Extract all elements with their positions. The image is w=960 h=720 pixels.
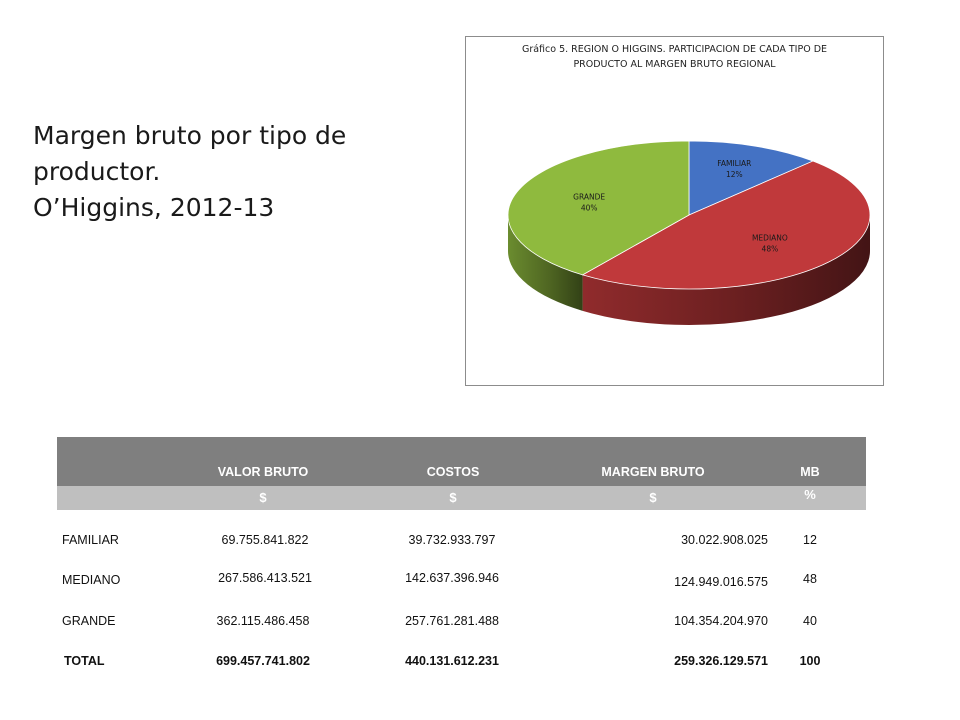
unit-margen-bruto: $ <box>649 490 657 505</box>
table-unit-band <box>57 486 866 510</box>
pie-label-familiar: FAMILIAR <box>717 159 752 169</box>
header-valor-bruto: VALOR BRUTO <box>217 465 309 479</box>
pie-label-mediano: MEDIANO <box>751 233 788 243</box>
cell-valor-grande: 362.115.486.458 <box>216 614 310 628</box>
chart-title-line: Gráfico 5. REGION O HIGGINS. PARTICIPACION DE CADA TIPO DE <box>521 44 828 55</box>
header-costos: COSTOS <box>426 465 480 479</box>
cell-valor-mediano: 267.586.413.521 <box>218 571 312 585</box>
row-label-familiar: FAMILIAR <box>62 533 119 547</box>
header-margen-bruto: MARGEN BRUTO <box>601 465 705 479</box>
cell-valor-total: 699.457.741.802 <box>216 654 310 668</box>
cell-margen-grande: 104.354.204.970 <box>674 614 768 628</box>
unit-mb: % <box>804 487 816 502</box>
cell-costos-mediano: 142.637.396.946 <box>405 571 499 585</box>
slide-title-line: O’Higgins, 2012-13 <box>33 193 275 222</box>
pie-value-mediano: 48% <box>761 244 779 254</box>
cell-mb-mediano: 48 <box>803 572 817 586</box>
pie-value-familiar: 12% <box>725 170 743 180</box>
slide-title-line: Margen bruto por tipo de <box>33 121 347 150</box>
cell-margen-total: 259.326.129.571 <box>674 654 768 668</box>
header-mb: MB <box>800 465 820 479</box>
row-label-grande: GRANDE <box>62 614 116 628</box>
cell-valor-familiar: 69.755.841.822 <box>221 533 309 547</box>
slide-title-line: productor. <box>33 157 161 186</box>
cell-mb-familiar: 12 <box>803 533 817 547</box>
slide-title <box>33 118 346 226</box>
row-label-total: TOTAL <box>64 654 105 668</box>
pie-label-grande: GRANDE <box>573 192 606 202</box>
pie-chart <box>465 36 884 386</box>
cell-costos-grande: 257.761.281.488 <box>405 614 499 628</box>
pie-value-grande: 40% <box>580 203 598 213</box>
cell-mb-total: 100 <box>799 654 821 668</box>
unit-costos: $ <box>449 490 457 505</box>
cell-costos-total: 440.131.612.231 <box>405 654 499 668</box>
row-label-mediano: MEDIANO <box>62 573 121 587</box>
cell-margen-familiar: 30.022.908.025 <box>681 533 768 547</box>
cell-mb-grande: 40 <box>803 614 817 628</box>
cell-costos-familiar: 39.732.933.797 <box>408 533 496 547</box>
chart-title-line: PRODUCTO AL MARGEN BRUTO REGIONAL <box>573 59 776 70</box>
pie-svg <box>466 37 883 385</box>
unit-valor-bruto: $ <box>259 490 267 505</box>
cell-margen-mediano: 124.949.016.575 <box>674 575 768 589</box>
